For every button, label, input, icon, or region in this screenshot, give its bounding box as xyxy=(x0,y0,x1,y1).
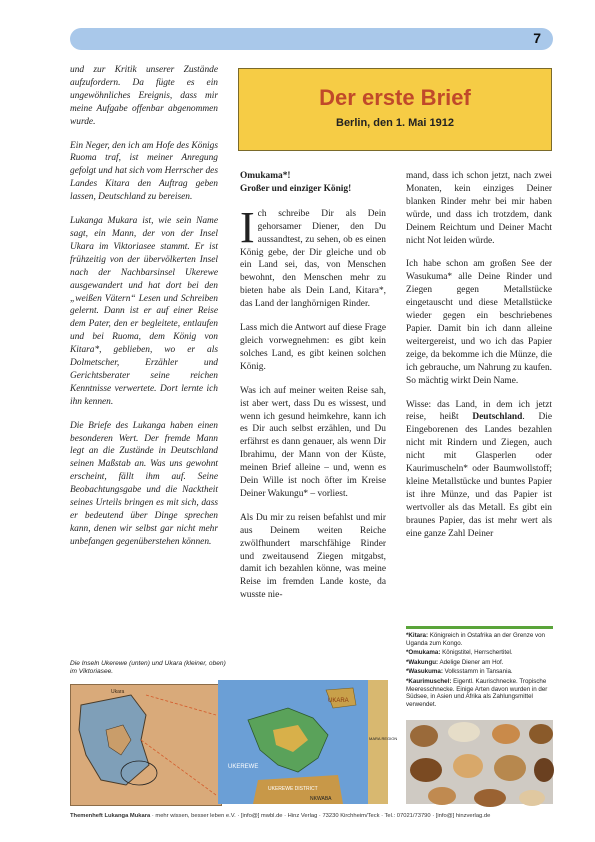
glossary-term: *Kitara: xyxy=(406,632,429,639)
glossary-term: *Wasukuma: xyxy=(406,668,443,676)
letter-paragraph: Was ich auf meiner weiten Reise sah, ist aber wert, dass Du es wissest, und wenn ich gesund heimkehre, kann ich es Dir auch selbst erzählen, und Du erfährst es dann genauer, als wenn Dir Ibrahimu, der Mann von der Küste, meinen Brief alleine – und, wenn es Dein Wille ist noch öfter im Kreise Deiner Wakungu* – vorliest. xyxy=(240,385,386,499)
glossary-entry xyxy=(406,659,553,667)
glossary-entry xyxy=(406,668,553,676)
header-bar xyxy=(70,28,553,50)
glossary-term: *Wakungu: xyxy=(406,658,439,666)
intro-column xyxy=(70,64,218,560)
letter-paragraph xyxy=(240,202,386,311)
map-label: UKARA xyxy=(328,698,349,704)
glossary-term: *Omukama: xyxy=(406,649,441,657)
map-label: UKEREWE DISTRICT xyxy=(268,786,318,792)
glossary-term: *Kaurimuschel: xyxy=(406,677,452,685)
shell xyxy=(410,758,442,782)
map-caption: Die Inseln Ukerewe (unten) und Ukara (kleiner, oben) im Viktoriasee. xyxy=(70,660,226,676)
intro-paragraph: Die Briefe des Lukanga haben einen besonderen Wert. Der fremde Mann legt an die Zustände in Deutschland seinen Maßstab an. Was uns gewohnt erscheint, fällt ihm auf. Seine Beobachtungsgabe und die Nacktheit seines Urteils bringen es mit sich, dass er bedeutend über Dinge sprechen kann, denen wir selbst gar nicht mehr unbefangen gegenüberstehen können. xyxy=(70,420,218,547)
glossary-entry xyxy=(406,632,553,647)
title-box xyxy=(238,68,552,151)
shell xyxy=(534,758,554,782)
map-label: MARA REGION xyxy=(369,736,398,741)
intro-paragraph: Lukanga Mukara ist, wie sein Name sagt, ein Mann, der von der Insel Ukara im Viktoriasee stammt. Er ist frühzeitig von der übervölkerten Insel nach der Nachbarsinsel Ukerewe ausgewandert und hat dort bei den „weißen Vätern“ Lesen und Schreiben gelernt. Dann ist er auf einer Reise dem Pater, den er begleitete, entlaufen und bei Ruoma, dem König von Kitara*, geblieben, wo er als Dolmetscher, Erzähler und Gerichtsberater seine reichen Kenntnisse verwertete. Dort lernte ich ihn kennen. xyxy=(70,216,218,407)
letter-text: Wisse: das Land, in dem ich jetzt reise, heißt xyxy=(406,399,552,423)
historic-map-drawing xyxy=(71,685,221,805)
salutation-line: Omukama*! xyxy=(240,171,291,181)
emphasis-deutschland: Deutschland xyxy=(472,412,523,423)
shell xyxy=(410,725,438,747)
map-label: Ukara xyxy=(111,689,125,695)
mainland-east xyxy=(368,680,388,804)
shell xyxy=(448,722,480,742)
letter-column-2 xyxy=(406,170,552,551)
glossary-definition: Königreich in Ostafrika an der Grenze von Uganda zum Kongo. xyxy=(406,632,545,647)
cowrie-shells-photo xyxy=(406,720,553,804)
glossary-entry xyxy=(406,678,553,708)
page-number: 7 xyxy=(533,30,541,46)
intro-paragraph: Ein Neger, den ich am Hofe des Königs Ruoma traf, ist meiner Anregung gefolgt und hat sich vom Herrscher des Landes Kitara den Auftrag geben lassen, Deutschland zu bereisen. xyxy=(70,140,218,203)
intro-paragraph: und zur Kritik unserer Zustände aufzufordern. Da fügte es ein ungewöhnliches Ereignis, dass mir meine Aufgabe offenbar abgenommen wurde. xyxy=(70,65,218,127)
drop-cap: I xyxy=(240,202,255,252)
letter-paragraph: Als Du mir zu reisen befahlst und mir aus Deinem weiten Reiche zwölfhundert marschfähige Rinder und zweitausend Ziegen mitgabst, damit ich bezahlen könne, was meine Reise im fremden Lande koste, da wusste nie- xyxy=(240,512,386,601)
letter-paragraph xyxy=(406,399,552,541)
salutation-line: Großer und einziger König! xyxy=(240,183,352,194)
shell xyxy=(519,790,545,806)
letter-column-1 xyxy=(240,170,386,613)
shell xyxy=(492,724,520,744)
modern-map-image xyxy=(218,680,398,804)
letter-text: ch schreibe Dir als Dein gehorsamer Diener, den Du aussandtest, zu sehen, ob es einen König gebe, der Dir gleiche und ob ein Land sei, das, von Menschen bewohnt, den Menschen mehr zu bieten habe als Dein Land, Kitara*, das Land der langhörnigen Rinder. xyxy=(240,208,386,310)
glossary xyxy=(406,626,553,710)
letter-text: . Die Eingeborenen des Landes bezahlen nicht mit Rindern und Ziegen, auch nicht mit Glasperlen oder Kaurimuscheln* oder Baumwollstoff; kleine Metallstücke und buntes Papier ist ihre Münze, und das Papier ist wertvoller als das Metall. Es gibt ein braunes Papier, das ist mehr wert als eine ganze Zahl Deiner xyxy=(406,412,552,539)
shell xyxy=(494,755,526,781)
map-label: NKWABA xyxy=(310,796,332,802)
map-label: UKEREWE xyxy=(228,764,259,770)
footer xyxy=(70,813,554,819)
glossary-definition: Eigentl. Kaurischnecke. Tropische Meeresschnecke. Einige Arten davon wurden in der Südsee, in Asien und Afrika als Zahlungsmittel verwendet. xyxy=(406,677,548,708)
shell xyxy=(474,789,506,807)
article-date: Berlin, den 1. Mai 1912 xyxy=(336,117,454,129)
glossary-definition: Volksstamm in Tansania. xyxy=(442,668,513,676)
shells-drawing xyxy=(406,720,553,804)
footer-title: Themenheft Lukanga Mukara xyxy=(70,813,151,819)
glossary-definition: Adelige Diener am Hof. xyxy=(438,658,504,666)
modern-map-drawing xyxy=(218,680,398,804)
footer-info: · mehr wissen, besser leben e.V. · [info@] mwbl.de · Hinz Verlag · 73230 Kirchheim/Teck · Tel.: 07021/73790 · [info@] hinzverlag.de xyxy=(150,813,491,819)
letter-paragraph: mand, dass ich schon jetzt, nach zwei Monaten, kein einziges Deiner blanken Rinder mehr bei mir haben würde, und dass ich trotzdem, dank Deinem Reichtum und Deiner Macht nicht Not leiden würde. xyxy=(406,171,552,246)
shell xyxy=(453,754,483,778)
letter-paragraph: Lass mich die Antwort auf diese Frage gleich vorwegnehmen: es gibt kein solches Land, es gibt keinen solchen König. xyxy=(240,323,386,372)
glossary-entry xyxy=(406,649,553,657)
glossary-definition: Königstitel, Herrschertitel. xyxy=(440,649,513,657)
shell xyxy=(529,724,553,744)
letter-paragraph: Ich habe schon am großen See der Wasukuma* alle Deine Rinder und Ziegen gegen Metallstücke eingetauscht und diese Metallstücke wieder gegen ein beschriebenes Papier. Damit bin ich dann alleine weitergereist, und wo ich das Papier zeige, da bekomme ich die Münze, die ich gebrauche, um Nahrung zu kaufen. So mächtig wirkt Dein Name. xyxy=(406,259,552,386)
salutation xyxy=(240,170,386,196)
shell xyxy=(428,787,456,805)
historic-map-image xyxy=(70,684,222,806)
article-title: Der erste Brief xyxy=(319,85,471,110)
